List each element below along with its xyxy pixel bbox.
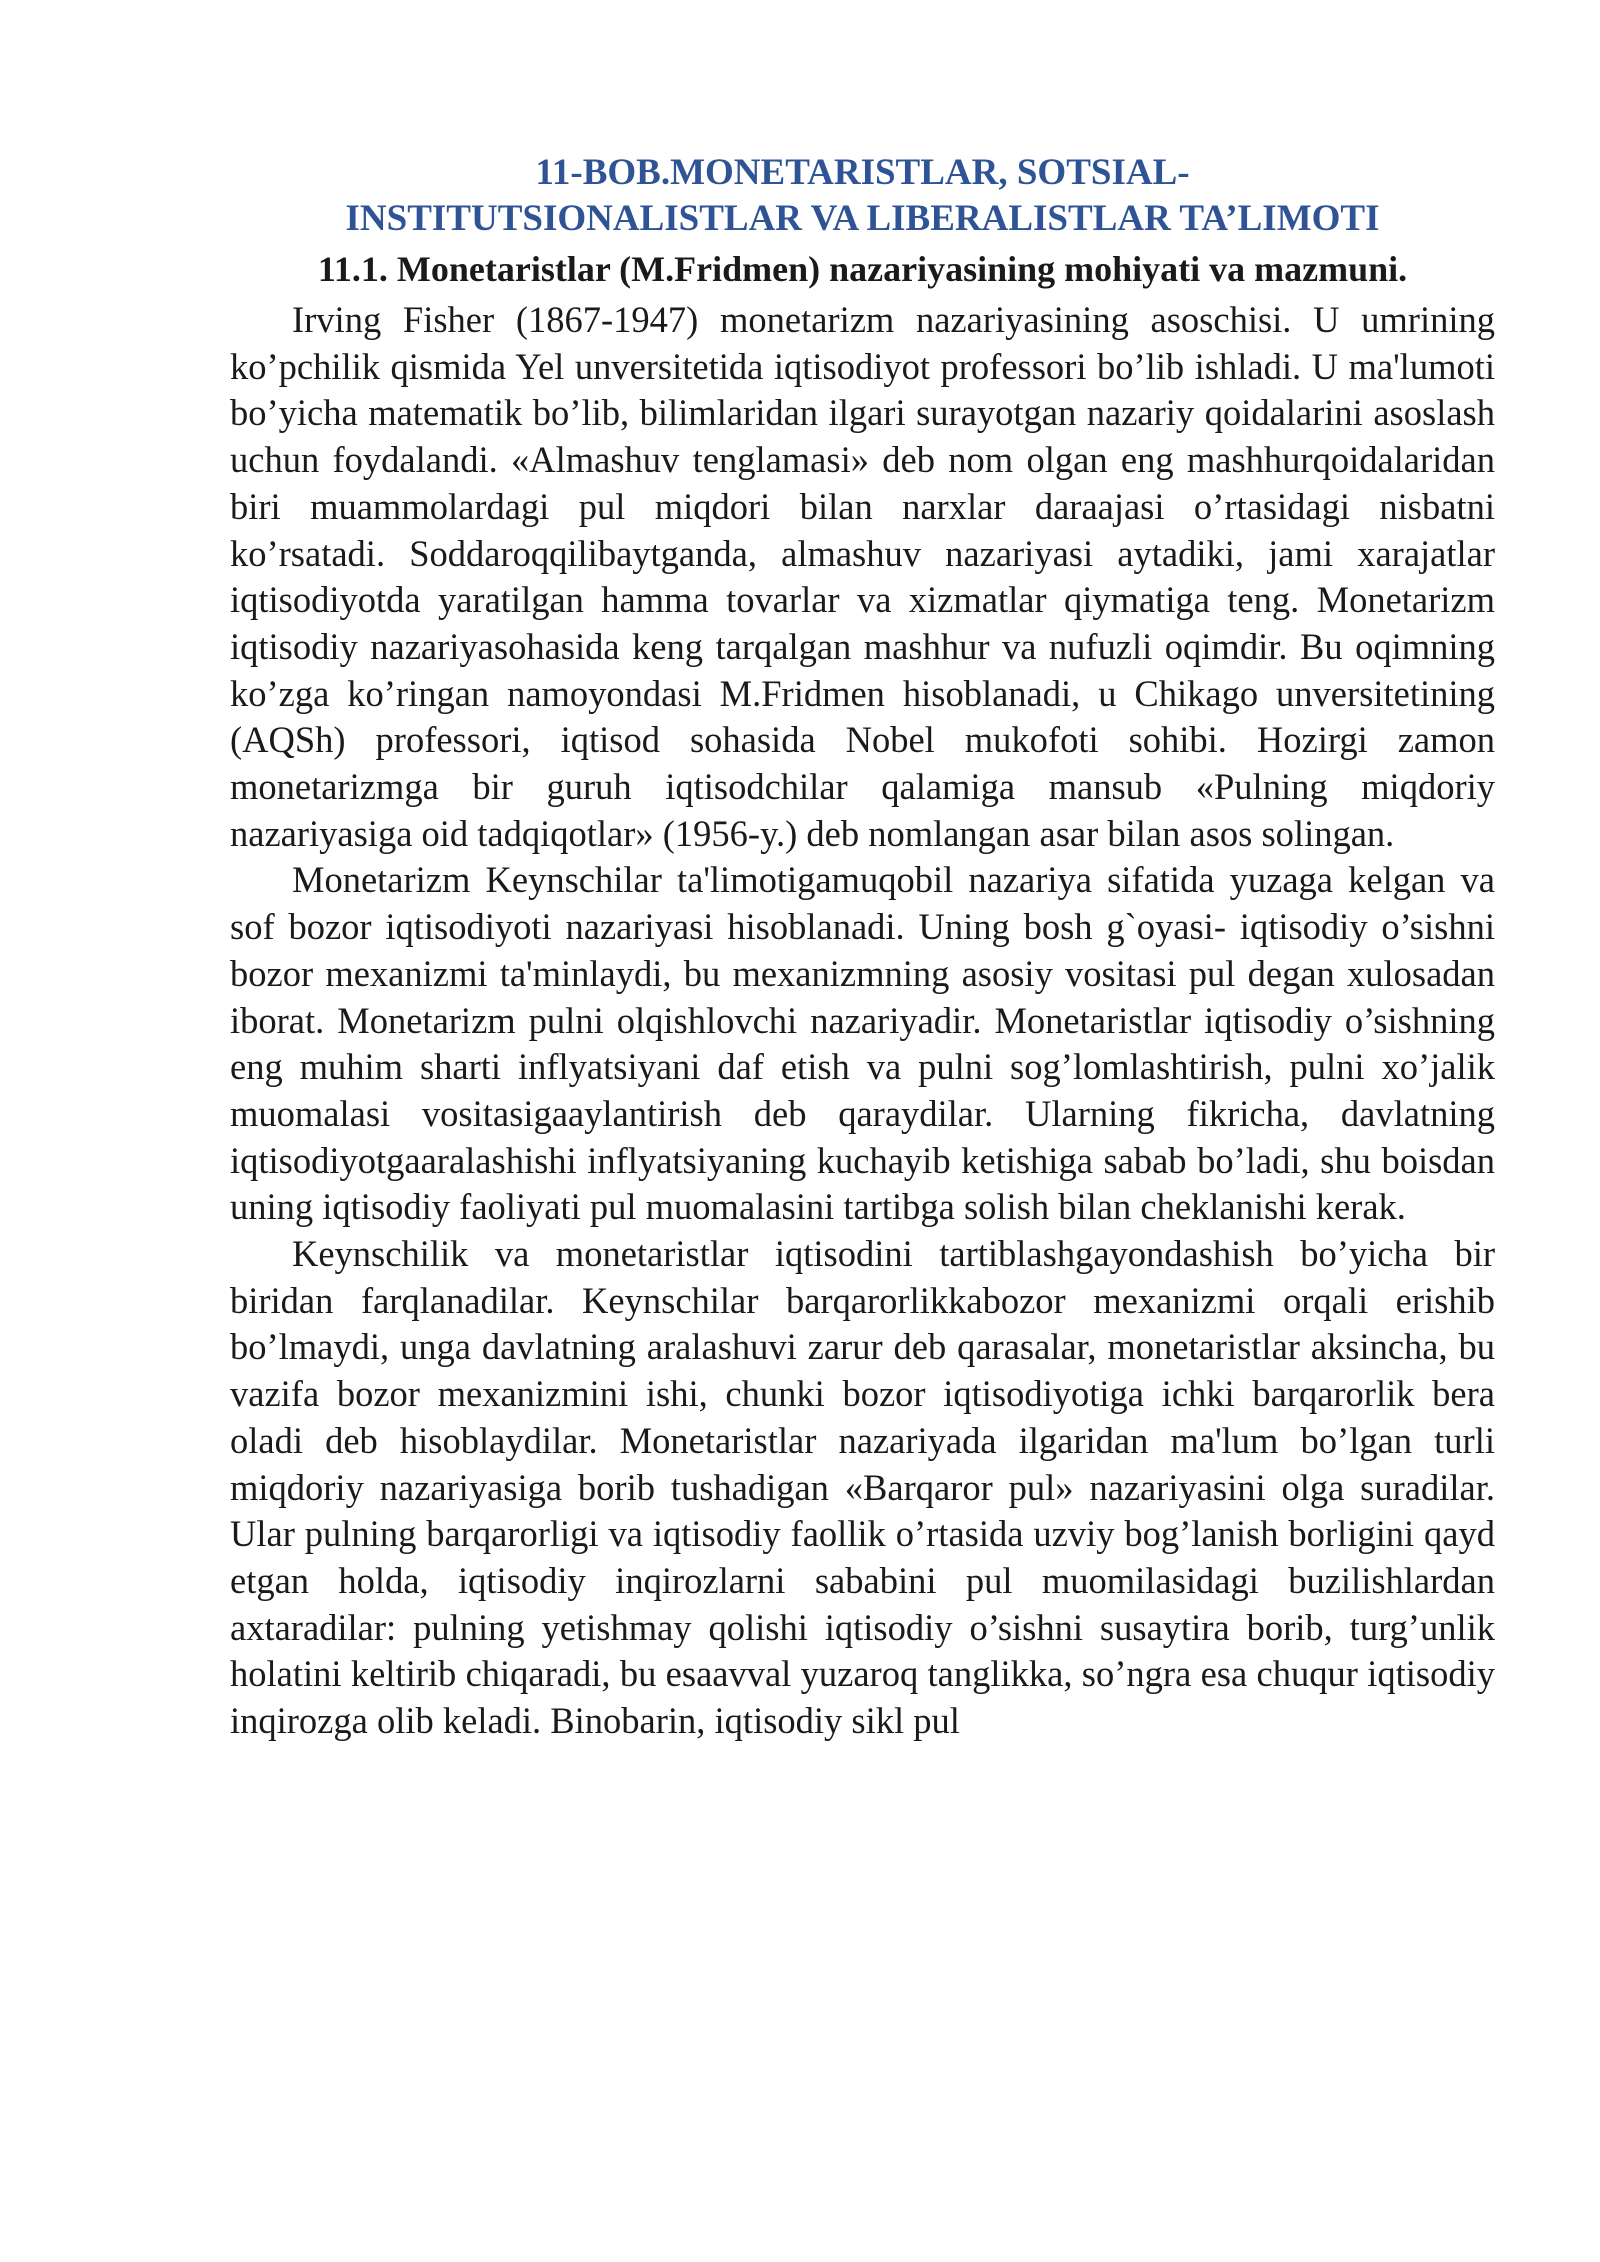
chapter-title-line-2: INSTITUTSIONALISTLAR VA LIBERALISTLAR TA’LIMOTI (345, 198, 1380, 239)
section-title: 11.1. Monetaristlar (M.Fridmen) nazariyasining mohiyati va mazmuni. (317, 249, 1408, 289)
document-page (230, 150, 1495, 1745)
body-paragraph-1: Irving Fisher (1867-1947) monetarizm nazariyasining asoschisi. U umrining ko’pchilik qismida Yel unversitetida iqtisodiyot professori bo’lib ishladi. U ma'lumoti bo’yicha matematik bo’lib, bilimlaridan ilgari surayotgan nazariy qoidalarini asoslash uchun foydalandi. «Almashuv tenglamasi» deb nom olgan eng mashhurqoidalaridan biri muammolardagi pul miqdori bilan narxlar daraajasi o’rtasidagi nisbatni ko’rsatadi. Soddaroqqilibaytganda, almashuv nazariyasi aytadiki, jami xarajatlar iqtisodiyotda yaratilgan hamma tovarlar va xizmatlar qiymatiga teng. Monetarizm iqtisodiy nazariyasohasida keng tarqalgan mashhur va nufuzli oqimdir. Bu oqimning ko’zga ko’ringan namoyondasi M.Fridmen hisoblanadi, u Chikago unversitetining (AQSh) professori, iqtisod sohasida Nobel mukofoti sohibi. Hozirgi zamon monetarizmga bir guruh iqtisodchilar qalamiga mansub «Pulning miqdoriy nazariyasiga oid tadqiqotlar» (1956-y.) deb nomlangan asar bilan asos solingan. (230, 299, 1495, 854)
body-paragraph-2: Monetarizm Keynschilar ta'limotigamuqobil nazariya sifatida yuzaga kelgan va sof bozor iqtisodiyoti nazariyasi hisoblanadi. Uning bosh g`oyasi- iqtisodiy o’sishni bozor mexanizmi ta'minlaydi, bu mexanizmning asosiy vositasi pul degan xulosadan iborat. Monetarizm pulni olqishlovchi nazariyadir. Monetaristlar iqtisodiy o’sishning eng muhim sharti inflyatsiyani daf etish va pulni sog’lomlashtirish, pulni xo’jalik muomalasi vositasigaaylantirish deb qaraydilar. Ularning fikricha, davlatning iqtisodiyotgaaralashishi inflyatsiyaning kuchayib ketishiga sabab bo’ladi, shu boisdan uning iqtisodiy faoliyati pul muomalasini tartibga solish bilan cheklanishi kerak. (230, 859, 1495, 1228)
chapter-title (230, 150, 1495, 242)
chapter-title-line-1: 11-BOB.MONETARISTLAR, SOTSIAL- (535, 152, 1190, 193)
body-paragraph-3: Keynschilik va monetaristlar iqtisodini tartiblashgayondashish bo’yicha bir biridan farqlanadilar. Keynschilar barqarorlikkabozor mexanizmi orqali erishib bo’lmaydi, unga davlatning aralashuvi zarur deb qarasalar, monetaristlar aksincha, bu vazifa bozor mexanizmini ishi, chunki bozor iqtisodiyotiga ichki barqarorlik bera oladi deb hisoblaydilar. Monetaristlar nazariyada ilgaridan ma'lum bo’lgan turli miqdoriy nazariyasiga borib tushadigan «Barqaror pul» nazariyasini olga suradilar. Ular pulning barqarorligi va iqtisodiy faollik o’rtasida uzviy bog’lanish borligini qayd etgan holda, iqtisodiy inqirozlarni sababini pul muomilasidagi buzilishlardan axtaradilar: pulning yetishmay qolishi iqtisodiy o’sishni susaytira borib, turg’unlik holatini keltirib chiqaradi, bu esaavval yuzaroq tanglikka, so’ngra esa chuqur iqtisodiy inqirozga olib keladi. Binobarin, iqtisodiy sikl pul (230, 1233, 1495, 1742)
